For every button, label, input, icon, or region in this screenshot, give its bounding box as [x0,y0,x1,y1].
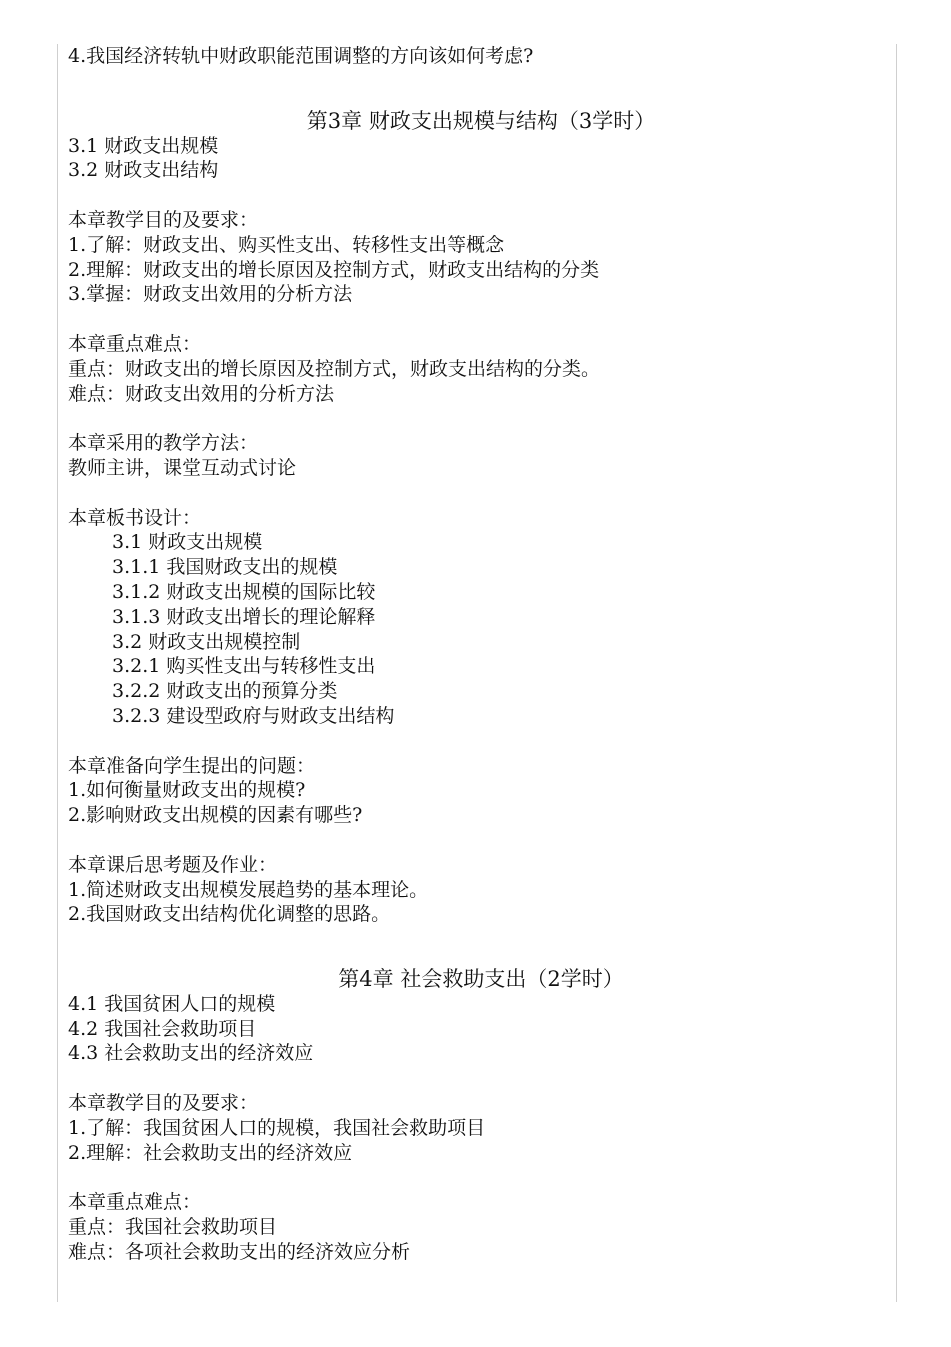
board-item: 3.1 财政支出规模 [112,531,263,554]
right-border-line [896,44,897,1302]
chapter-4-section: 4.3 社会救助支出的经济效应 [68,1042,314,1065]
chapter-3-key-points-heading: 本章重点难点： [68,332,202,355]
chapter-3-homework-item: 1.简述财政支出规模发展趋势的基本理论。 [68,878,429,901]
board-item: 3.1.1 我国财政支出的规模 [112,556,338,579]
chapter-4-title: 第4章 社会救助支出（2学时） [338,966,624,991]
chapter-3-focus: 重点：财政支出的增长原因及控制方式，财政支出结构的分类。 [68,357,601,380]
document-content [68,44,894,1265]
board-item: 3.1.2 财政支出规模的国际比较 [112,580,376,603]
chapter-3-difficulty: 难点：财政支出效用的分析方法 [68,382,335,405]
chapter-4-objectives-heading: 本章教学目的及要求： [68,1092,259,1115]
chapter-3-homework-heading: 本章课后思考题及作业： [68,853,278,876]
chapter-4-difficulty: 难点：各项社会救助支出的经济效应分析 [68,1240,411,1263]
chapter-3-title: 第3章 财政支出规模与结构（3学时） [306,108,656,133]
board-item: 3.2 财政支出规模控制 [112,630,301,653]
chapter-4-section: 4.1 我国贫困人口的规模 [68,992,276,1015]
chapter-4-key-points-heading: 本章重点难点： [68,1191,202,1214]
chapter-4-section: 4.2 我国社会救助项目 [68,1017,257,1040]
chapter-3-methods-heading: 本章采用的教学方法： [68,432,259,455]
chapter-4-focus: 重点：我国社会救助项目 [68,1216,278,1239]
chapter-3-questions-heading: 本章准备向学生提出的问题： [68,754,316,777]
chapter-3-objective: 3.掌握：财政支出效用的分析方法 [68,283,353,306]
chapter-3-objective: 1.了解：财政支出、购买性支出、转移性支出等概念 [68,233,505,256]
chapter-3-objectives-heading: 本章教学目的及要求： [68,208,259,231]
chapter-3-objective: 2.理解：财政支出的增长原因及控制方式，财政支出结构的分类 [68,258,600,281]
board-item: 3.1.3 财政支出增长的理论解释 [112,605,376,628]
chapter-3-section: 3.2 财政支出结构 [68,159,219,182]
board-item: 3.2.2 财政支出的预算分类 [112,680,338,703]
chapter-3-section: 3.1 财政支出规模 [68,134,219,157]
chapter-3-question: 1.如何衡量财政支出的规模? [68,779,306,802]
board-item: 3.2.1 购买性支出与转移性支出 [112,655,376,678]
left-border-line [57,44,58,1302]
previous-chapter-question: 4.我国经济转轨中财政职能范围调整的方向该如何考虑? [68,45,534,67]
chapter-3-methods-text: 教师主讲，课堂互动式讨论 [68,456,297,479]
board-item: 3.2.3 建设型政府与财政支出结构 [112,704,395,727]
chapter-4-objective: 1.了解：我国贫困人口的规模，我国社会救助项目 [68,1116,486,1139]
chapter-3-board-heading: 本章板书设计： [68,506,202,529]
chapter-3-question: 2.影响财政支出规模的因素有哪些? [68,804,363,827]
chapter-4-objective: 2.理解：社会救助支出的经济效应 [68,1141,353,1164]
chapter-3-homework-item: 2.我国财政支出结构优化调整的思路。 [68,903,391,926]
